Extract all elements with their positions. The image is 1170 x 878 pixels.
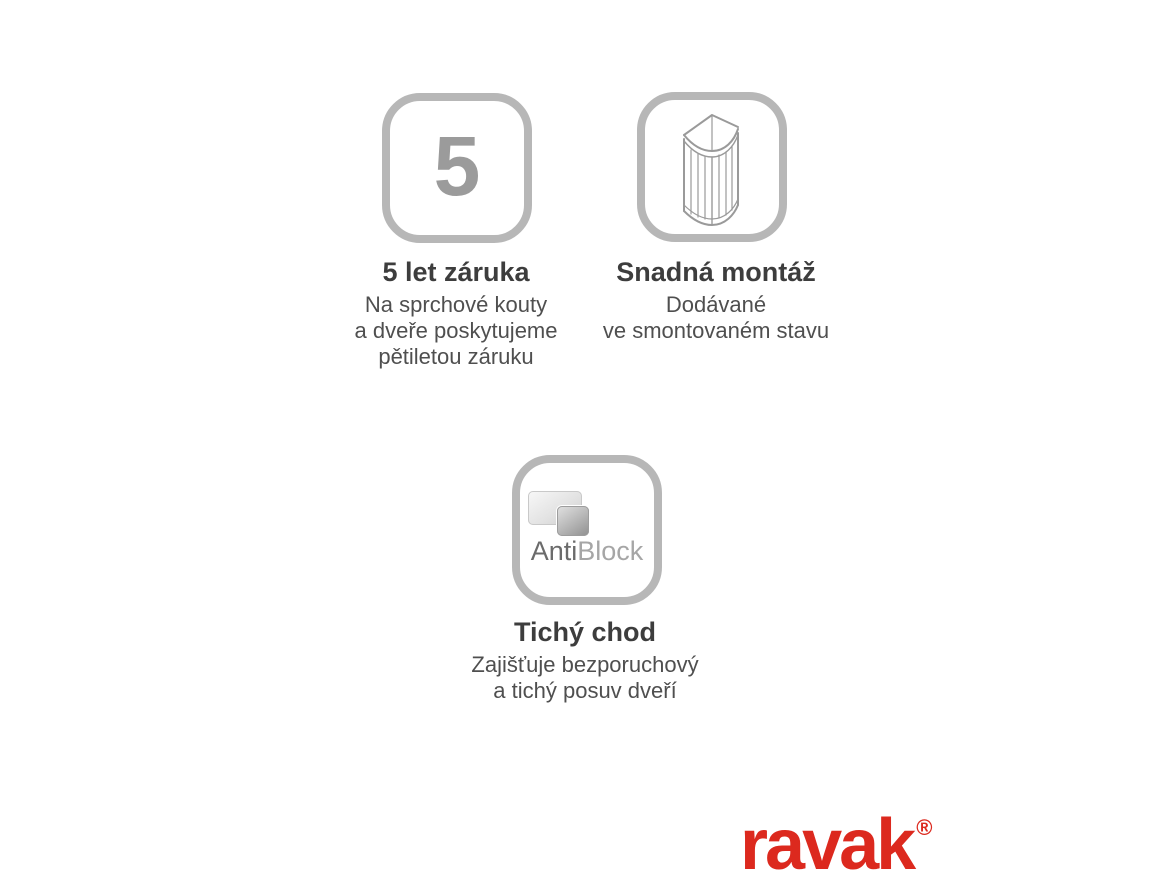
quiet-line-1: Zajišťuje bezporuchový: [471, 652, 699, 677]
warranty-title: 5 let záruka: [382, 257, 530, 287]
antiblock-pane-dark-icon: [557, 506, 589, 536]
warranty-caption: [355, 257, 558, 370]
quiet-caption: [471, 617, 698, 704]
five-year-icon: 5: [433, 119, 481, 213]
ravak-logo-text: ravak: [740, 805, 914, 878]
antiblock-icon: [520, 463, 654, 597]
quiet-line-2: a tichý posuv dveří: [493, 678, 677, 703]
antiblock-badge: [512, 455, 662, 605]
warranty-line-1: Na sprchové kouty: [364, 292, 548, 317]
antiblock-wordmark: [531, 537, 644, 565]
antiblock-block-text: Block: [577, 536, 644, 566]
assembly-title: Snadná montáž: [616, 257, 816, 287]
ravak-logo: [740, 796, 932, 877]
warranty-badge: [382, 93, 532, 243]
quiet-title: Tichý chod: [513, 617, 657, 647]
assembly-badge: [637, 92, 787, 242]
assembly-line-1: Dodávané: [665, 292, 767, 317]
assembly-line-2: ve smontovaném stavu: [602, 318, 830, 343]
antiblock-anti-text: Anti: [530, 536, 578, 566]
warranty-line-3: pětiletou záruku: [378, 344, 534, 369]
assembly-caption: [603, 257, 829, 344]
warranty-line-2: a dveře poskytujeme: [354, 318, 558, 343]
registered-trademark-icon: ®: [916, 815, 933, 840]
shower-enclosure-icon: [679, 108, 743, 230]
